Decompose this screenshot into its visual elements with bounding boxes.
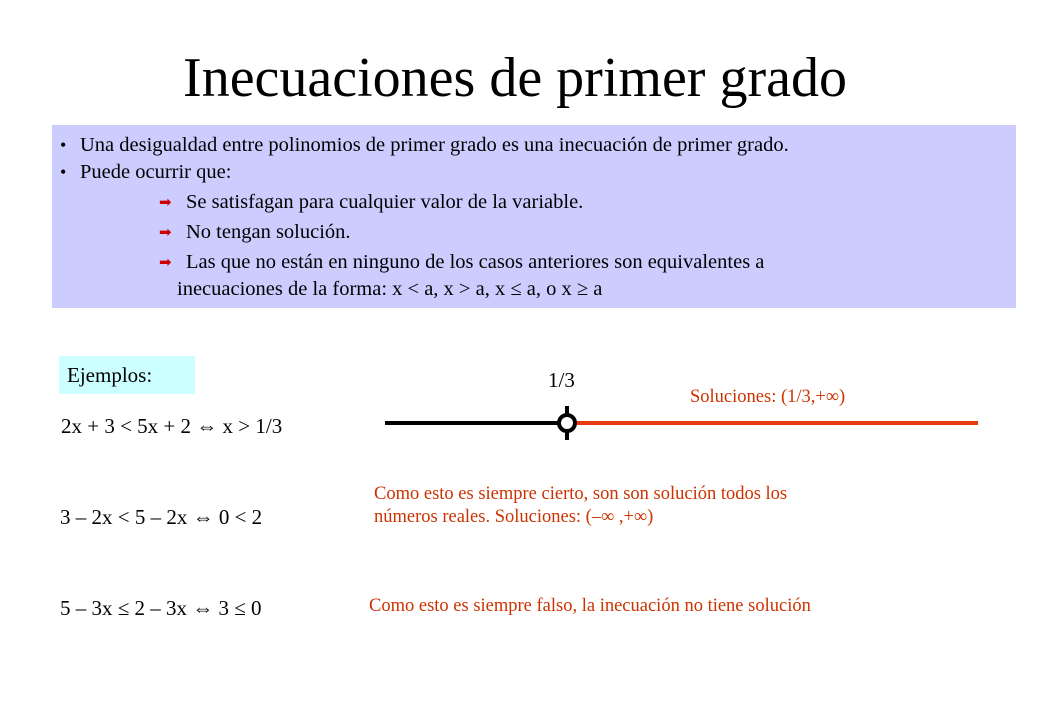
open-point-marker <box>559 415 575 431</box>
solution-label: Soluciones: (1/3,+∞) <box>690 387 846 407</box>
arrow-right-icon: ➡ <box>159 223 172 241</box>
arrow-right-icon: ➡ <box>159 253 172 271</box>
example-1-inequality: 2x + 3 < 5x + 2 ⇔ x > 1/3 <box>61 414 283 438</box>
bullet-glyph: • <box>60 162 67 182</box>
case-always-true: Se satisfagan para cualquier valor de la variable. <box>186 191 584 213</box>
example-3-inequality: 5 – 3x ≤ 2 – 3x ⇔ 3 ≤ 0 <box>60 596 262 620</box>
arrow-right-icon: ➡ <box>159 193 172 211</box>
number-line-point-label: 1/3 <box>548 368 575 392</box>
page-title: Inecuaciones de primer grado <box>183 47 847 109</box>
bullet-glyph: • <box>60 135 67 155</box>
examples-label: Ejemplos: <box>59 356 195 394</box>
case-equivalent-continuation: inecuaciones de la forma: x < a, x > a, x ≤ a, o x ≥ a <box>177 278 603 300</box>
example-2-inequality: 3 – 2x < 5 – 2x ⇔ 0 < 2 <box>60 505 263 529</box>
bullet-text-cases-intro: Puede ocurrir que: <box>80 161 232 183</box>
case-equivalent: Las que no están en ninguno de los casos anteriores son equivalentes a <box>186 251 765 273</box>
example-2-note-line-1: Como esto es siempre cierto, son son solución todos los <box>374 484 788 504</box>
example-3-note: Como esto es siempre falso, la inecuación no tiene solución <box>369 596 811 616</box>
case-no-solution: No tengan solución. <box>186 221 351 243</box>
example-2-note-line-2: números reales. Soluciones: (–∞ ,+∞) <box>374 507 654 527</box>
bullet-text-definition: Una desigualdad entre polinomios de primer grado es una inecuación de primer grado. <box>80 134 789 156</box>
